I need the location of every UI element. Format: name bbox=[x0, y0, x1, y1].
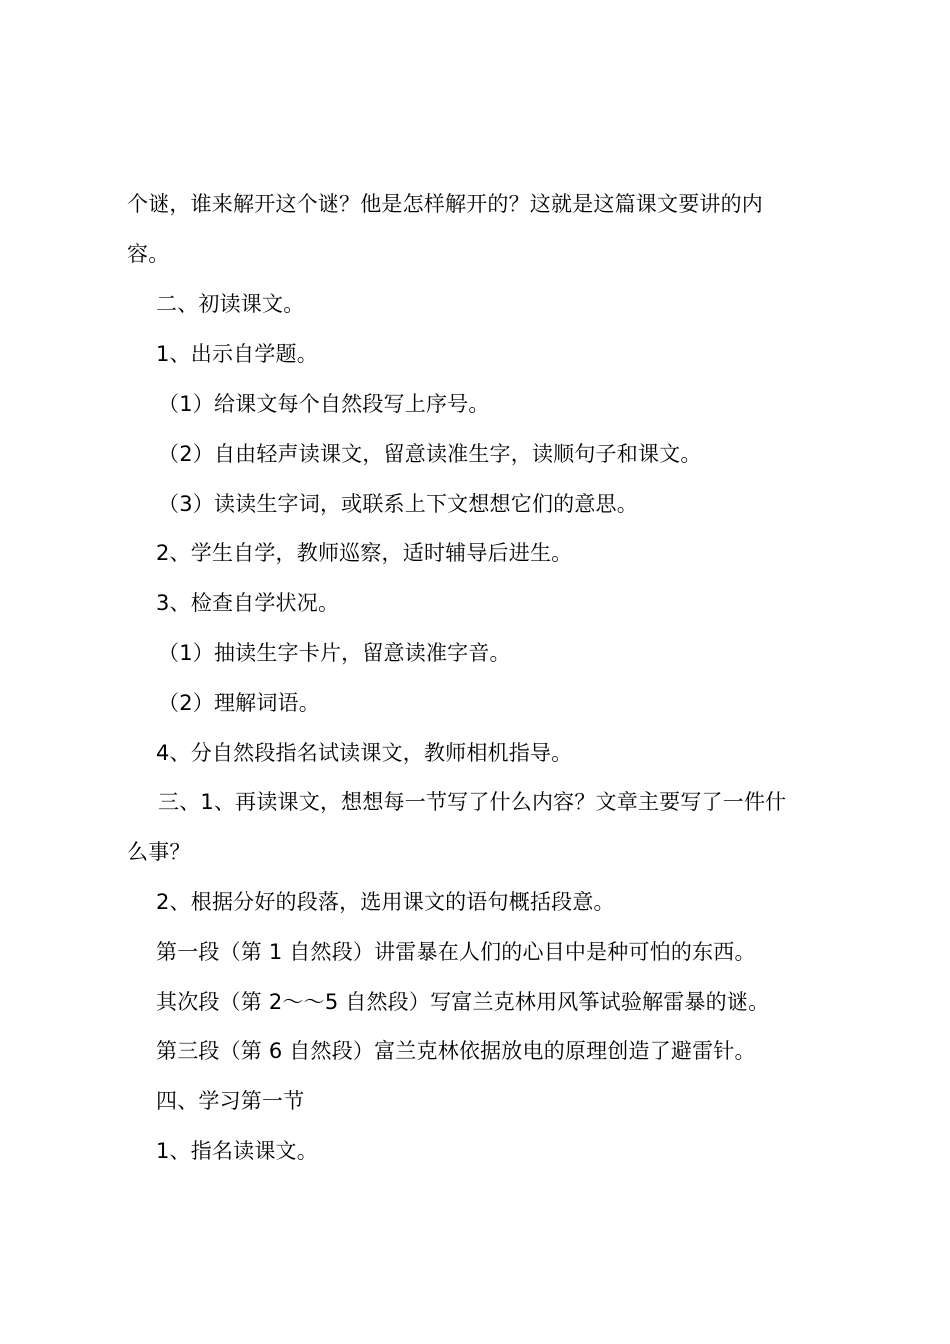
text-line: 第一段（第 1 自然段）讲雷暴在人们的心目中是种可怕的东西。 bbox=[156, 940, 756, 964]
text-line: 1、出示自学题。 bbox=[156, 342, 318, 366]
text-line: 2、根据分好的段落，选用课文的语句概括段意。 bbox=[156, 890, 615, 914]
text-line: （2）自由轻声读课文，留意读准生字，读顺句子和课文。 bbox=[158, 442, 702, 466]
section-heading: 三、1、再读课文，想想每一节写了什么内容？文章主要写了一件什 bbox=[158, 790, 787, 814]
section-heading: 二、初读课文。 bbox=[156, 292, 305, 316]
text-line: （1）给课文每个自然段写上序号。 bbox=[158, 392, 490, 416]
section-heading: 四、学习第一节 bbox=[156, 1089, 305, 1113]
text-line: （2）理解词语。 bbox=[158, 691, 320, 715]
text-line: 么事？ bbox=[127, 840, 191, 864]
text-line: 4、分自然段指名试读课文，教师相机指导。 bbox=[156, 741, 573, 765]
text-line: 其次段（第 2～～5 自然段）写富兰克林用风筝试验解雷暴的谜。 bbox=[156, 990, 770, 1014]
text-line: 个谜，谁来解开这个谜？他是怎样解开的？这就是这篇课文要讲的内 bbox=[127, 192, 763, 216]
text-line: 1、指名读课文。 bbox=[156, 1139, 318, 1163]
text-line: （1）抽读生字卡片，留意读准字音。 bbox=[158, 641, 511, 665]
text-line: （3）读读生字词，或联系上下文想想它们的意思。 bbox=[158, 492, 638, 516]
text-line: 第三段（第 6 自然段）富兰克林依据放电的原理创造了避雷针。 bbox=[156, 1039, 756, 1063]
text-line: 容。 bbox=[127, 242, 170, 266]
text-line: 2、学生自学，教师巡察，适时辅导后进生。 bbox=[156, 541, 573, 565]
text-line: 3、检查自学状况。 bbox=[156, 591, 340, 615]
